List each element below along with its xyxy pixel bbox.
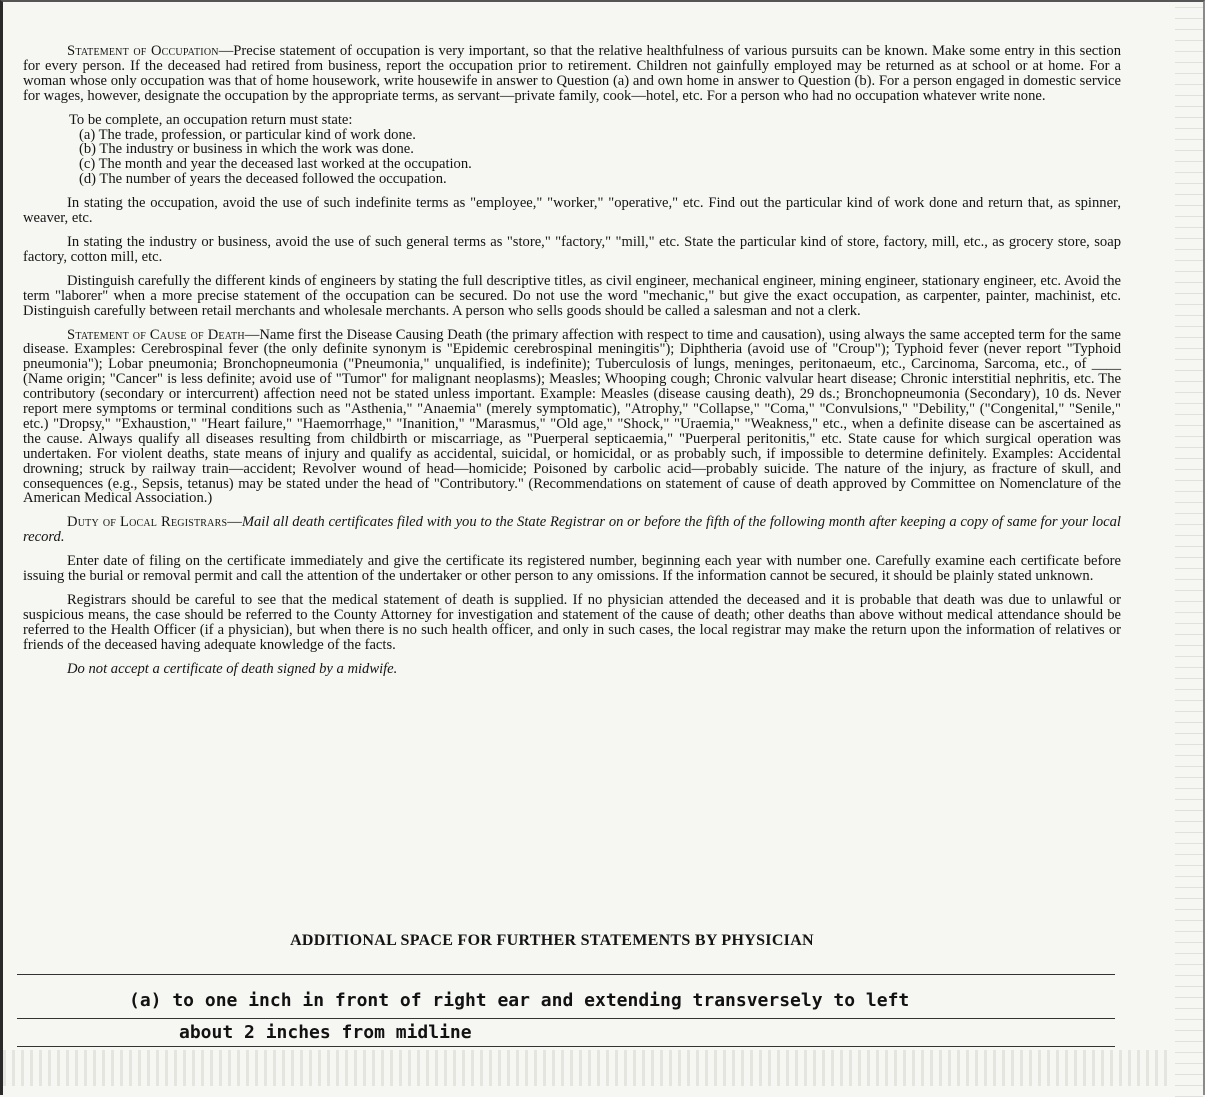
occupation-terms-paragraph: In stating the occupation, avoid the use of such indefinite terms as "employee," "worker," "operative," etc. Find out the particular kind of work done and return that, as spinner, weaver, etc. bbox=[23, 195, 1121, 227]
midwife-paragraph bbox=[23, 662, 1121, 677]
requirement-c: (c) The month and year the deceased last worked at the occupation. bbox=[79, 156, 472, 173]
scan-noise-band bbox=[3, 1050, 1173, 1086]
cause-paragraph: Statement of Cause of Death—Name first the Disease Causing Death (the primary affection with respect to time and causation), using always the same accepted term for the same disease. Examples: Cerebrospinal fever (the only definite synonym is "Epidemic cerebrospinal meningitis"); Diphtheria (avoid use of "Croup"); Typhoid fever (never report "Typhoid pneumonia"); Lobar pneumonia; Bronchopneumonia ("Pneumonia," unqualified, is indefinite); Tuberculosis of lungs, meninges, peritonaeum, etc., Carcinoma, Sarcoma, etc., of ____ (Name origin; "Cancer" is less definite; avoid use of "Tumor" for malignant neoplasms); Measles; Whooping cough; Chronic valvular heart disease; Chronic interstitial nephritis, etc. The contributory (secondary or intercurrent) affection need not be stated unless important. Example: Measles (disease causing death), 29 ds.; Bronchopneumonia (Secondary), 10 ds. Never report mere symptoms or terminal conditions such as "Asthenia," "Anaemia" (merely symptomatic), "Atrophy," "Collapse," "Coma," "Convulsions," "Debility," ("Congenital," "Senile," etc.) "Dropsy," "Exhaustion," "Heart failure," "Haemorrhage," "Inanition," "Marasmus," "Old age," "Shock," "Uraemia," "Weakness," etc., when a definite disease can be ascertained as the cause. Always qualify all diseases resulting from childbirth or miscarriage, as "Puerperal septicaemia," "Puerperal peritonitis," etc. State cause for which surgical operation was undertaken. For violent deaths, state means of injury and qualify as accidental, suicidal, or homicidal, or as probably such, if impossible to determine definitely. Examples: Accidental drowning; struck by railway train—accident; Revolver wound of head—homicide; Poisoned by carbolic acid—probably suicide. The nature of the injury, as fracture of skull, and consequences (e.g., Sepsis, tetanus) may be stated under the head of "Contributory." (Recommendations on statement of cause of death approved by Committee on Nomenclature of the American Medical Association.) bbox=[23, 326, 1121, 507]
requirement-a: (a) The trade, profession, or particular kind of work done. bbox=[79, 126, 416, 143]
requirement-d: (d) The number of years the deceased followed the occupation. bbox=[79, 171, 447, 188]
form-rule-2 bbox=[17, 1018, 1115, 1019]
engineers-paragraph: Distinguish carefully the different kinds of engineers by stating the full descriptive titles, as civil engineer, mechanical engineer, mining engineer, stationary engineer, etc. Avoid the term "laborer" when a more precise statement of the occupation can be secured. Do not use the word "mechanic," but give the exact occupation, as carpenter, painter, machinist, etc. Distinguish carefully between retail merchants and wholesale merchants. A person who sells goods should be called a salesman and not a clerk. bbox=[23, 272, 1121, 319]
registrars-title: Duty of Local Registrars bbox=[67, 514, 228, 531]
registrars-paragraph: Duty of Local Registrars—Mail all death certificates filed with you to the State Registrar on or before the fifth of the following month after keeping a copy of same for your local record. bbox=[23, 514, 1121, 546]
cause-title: Statement of Cause of Death bbox=[67, 326, 245, 343]
occupation-title: Statement of Occupation bbox=[67, 43, 219, 59]
medical-statement-paragraph: Registrars should be careful to see that the medical statement of death is supplied. If no physician attended the deceased and it is probable that death was due to unlawful or suspicious means, the case should be referred to the County Attorney for investigation and statement of the cause of death; other deaths than above without medical attendance should be referred to the Health Officer (if a physician), but when there is no such health officer, and only in such cases, the local registrar may make the return upon the information of relatives or friends of the deceased having adequate knowledge of the facts. bbox=[23, 592, 1121, 653]
industry-paragraph: In stating the industry or business, avoid the use of such general terms as "store," "factory," "mill," etc. State the particular kind of store, factory, mill, etc., as grocery store, soap factory, cotton mill, etc. bbox=[23, 233, 1121, 265]
instructions-text bbox=[23, 44, 1121, 677]
requirement-b: (b) The industry or business in which the work was done. bbox=[79, 141, 414, 158]
occupation-paragraph: Statement of Occupation—Precise statement of occupation is very important, so that the relative healthfulness of various pursuits can be known. Make some entry in this section for every person. If the deceased had retired from business, report the occupation prior to retirement. Children not gainfully employed may be returned as at school or at home. For a woman whose only occupation was that of home housework, write housewife in answer to Question (a) and own home in answer to Question (b). For a person engaged in domestic service for wages, however, designate the occupation by the appropriate terms, as servant—private family, cook—hotel, etc. For a person who had no occupation whatever write none. bbox=[23, 43, 1121, 104]
requirements-intro: To be complete, an occupation return must state: bbox=[69, 111, 353, 128]
form-rule-1 bbox=[17, 974, 1115, 975]
typed-line-2: about 2 inches from midline bbox=[179, 1022, 472, 1043]
typed-line-1: (a) to one inch in front of right ear and extending transversely to left bbox=[129, 990, 910, 1011]
midwife-text: Do not accept a certificate of death signed by a midwife. bbox=[67, 660, 398, 677]
form-rule-3 bbox=[17, 1046, 1115, 1047]
occupation-text: Precise statement of occupation is very important, so that the relative healthfulness of various pursuits can be known. Make some entry in this section for every person. If the deceased had retired from business, report the occupation prior to retirement. Children not gainfully employed may be returned as at school or at home. For a woman whose only occupation was that of home housework, write housewife in answer to Question (a) and own home in answer to Question (b). For a person engaged in domestic service for wages, however, designate the occupation by the appropriate terms, as servant—private family, cook—hotel, etc. For a person who had no occupation whatever write none. bbox=[23, 43, 1121, 104]
registrars-text: Mail all death certificates filed with you to the State Registrar on or before the fifth of the following month after keeping a copy of same for your local record. bbox=[23, 514, 1121, 546]
occupation-requirements bbox=[23, 113, 1121, 188]
additional-space-heading: ADDITIONAL SPACE FOR FURTHER STATEMENTS BY PHYSICIAN bbox=[290, 932, 814, 949]
filing-paragraph: Enter date of filing on the certificate immediately and give the certificate its registered number, beginning each year with number one. Carefully examine each certificate before issuing the burial or removal permit and call the attention of the undertaker or other person to any omissions. If the information cannot be secured, it should be plainly stated unknown. bbox=[23, 553, 1121, 585]
cause-text: Name first the Disease Causing Death (the primary affection with respect to time and causation), using always the same accepted term for the same disease. Examples: Cerebrospinal fever (the only definite synonym is "Epidemic cerebrospinal meningitis"); Diphtheria (avoid use of "Croup"); Typhoid fever (never report "Typhoid pneumonia"); Lobar pneumonia; Bronchopneumonia ("Pneumonia," unqualified, is indefinite); Tuberculosis of lungs, meninges, peritonaeum, etc., Carcinoma, Sarcoma, etc., of ____ (Name origin; "Cancer" is less definite; avoid use of "Tumor" for malignant neoplasms); Measles; Whooping cough; Chronic valvular heart disease; Chronic interstitial nephritis, etc. The contributory (secondary or intercurrent) affection need not be stated unless important. Example: Measles (disease causing death), 29 ds.; Bronchopneumonia (Secondary), 10 ds. Never report mere symptoms or terminal conditions such as "Asthenia," "Anaemia" (merely symptomatic), "Atrophy," "Collapse," "Coma," "Convulsions," "Debility," ("Congenital," "Senile," etc.) "Dropsy," "Exhaustion," "Heart failure," "Haemorrhage," "Inanition," "Marasmus," "Old age," "Shock," "Uraemia," "Weakness," etc., when a definite disease can be ascertained as the cause. Always qualify all diseases resulting from childbirth or miscarriage, as "Puerperal septicaemia," "Puerperal peritonitis," etc. State cause for which surgical operation was undertaken. For violent deaths, state means of injury and qualify as accidental, suicidal, or homicidal, or as probably such, if impossible to determine definitely. Examples: Accidental drowning; struck by railway train—accident; Revolver wound of head—homicide; Poisoned by carbolic acid—probably suicide. The nature of the injury, as fracture of skull, and consequences (e.g., Sepsis, tetanus) may be stated under the head of "Contributory." (Recommendations on statement of cause of death approved by Committee on Nomenclature of the American Medical Association.) bbox=[23, 326, 1121, 507]
scan-edge-noise bbox=[1175, 2, 1203, 1097]
